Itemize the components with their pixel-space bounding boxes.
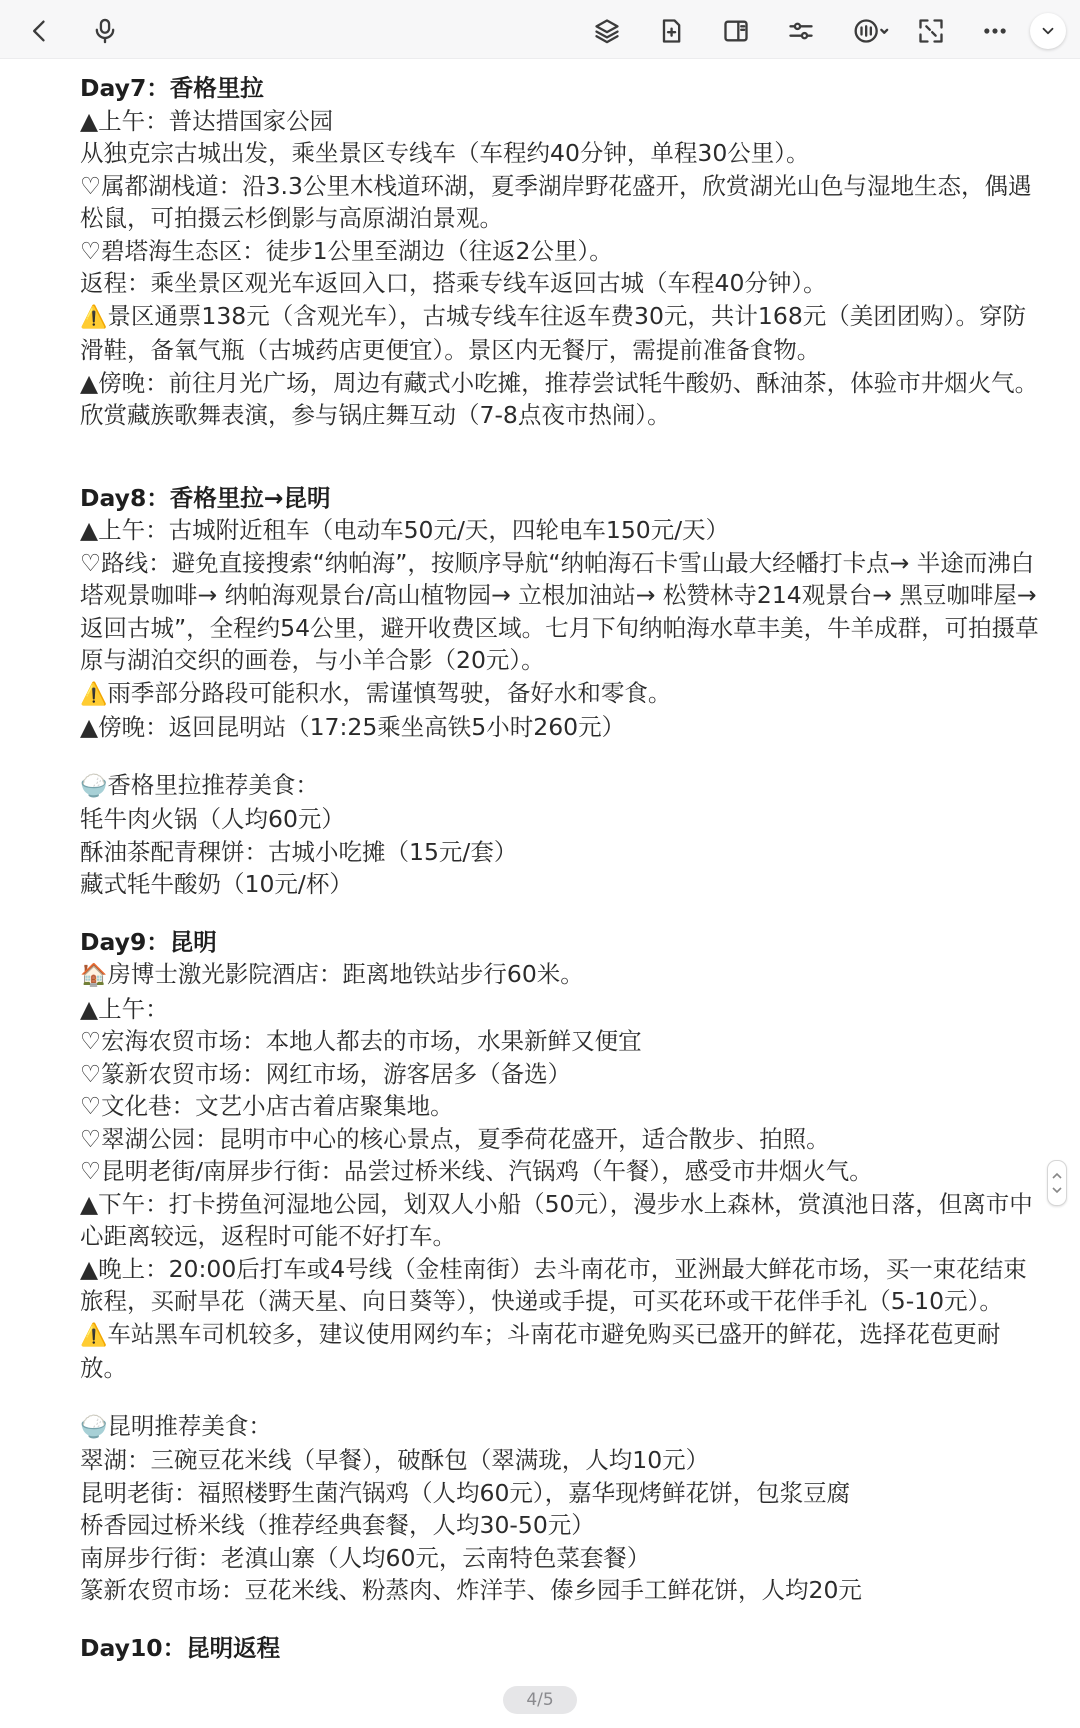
day8-food-item: 酥油茶配青稞饼：古城小吃摊（15元/套） [80,837,518,866]
adjust-icon [787,17,815,45]
day8-evening: ▲傍晚：返回昆明站（17:25乘坐高铁5小时260元） [80,713,626,741]
day7-morning: ▲上午：普达措国家公园 [80,106,334,135]
day9-heading: Day9：昆明 [80,927,217,956]
day9-food-item: 翠湖：三碗豆花米线（早餐），破酥包（翠满珑，人均10元） [80,1446,710,1474]
day7-tips: ⚠️景区通票138元（含观光车），古城专线车往返车费30元，共计168元（美团团购）。穿防滑鞋，备氧气瓶（古城药店更便宜）。景区内无餐厅，需提前准备食物。 [80,301,1027,364]
day8-food-item: 牦牛肉火锅（人均60元） [80,805,345,833]
day8-food-item: 藏式牦牛酸奶（10元/杯） [80,870,353,898]
day8-food-title: 🍚香格里拉推荐美食： [80,769,1040,804]
rice-bowl-icon: 🍚 [80,773,108,799]
chevron-down-icon [1039,22,1057,40]
day7-return: 返程：乘坐景区观光车返回入口，搭乘专线车返回古城（车程40分钟）。 [80,269,827,297]
reader-mode-button[interactable] [846,11,898,51]
day7-shudu-lake: ♡属都湖栈道：沿3.3公里木栈道环湖，夏季湖岸野花盛开，欣赏湖光山色与湿地生态，偶遇松鼠，可拍摄云杉倒影与高原湖泊景观。 [80,171,1032,232]
day9-afternoon: ▲下午：打卡捞鱼河湿地公园，划双人小船（50元），漫步水上森林，赏滇池日落，但离市中心距离较远，返程时可能不好打车。 [80,1189,1033,1250]
day9-food-item: 桥香园过桥米线（推荐经典套餐，人均30-50元） [80,1511,595,1539]
day7-heading: Day7：香格里拉 [80,74,264,102]
day9-item: ♡文化巷：文艺小店古着店聚集地。 [80,1092,454,1120]
day9-item: ♡宏海农贸市场：本地人都去的市场，水果新鲜又便宜 [80,1027,642,1055]
reader-icon [853,17,891,45]
day8-route: ♡路线：避免直接搜索“纳帕海”，按顺序导航“纳帕海石卡雪山最大经幡打卡点→ 半途而沸白塔观景咖啡→ 纳帕海观景台/高山植物园→ 立根加油站→ 松赞林寺214观景台→ 黑豆咖啡屋→ 返回古城”，全程约54公里，避开收费区域。七月下旬纳帕海水草丰美，牛羊成群，可拍摄草原与湖泊交织的画卷，与小羊合影（20元）。 [80,548,1039,674]
document-content [80,72,1040,1664]
day7-depart: 从独克宗古城出发，乘坐景区专线车（车程约40分钟，单程30公里）。 [80,139,810,167]
layers-button[interactable] [587,11,627,51]
day8-heading: Day8：香格里拉→昆明 [80,483,331,512]
add-page-button[interactable] [651,11,691,51]
day9-food-item: 昆明老街：福照楼野生菌汽锅鸡（人均60元），嘉华现烤鲜花饼，包浆豆腐 [80,1478,851,1507]
day8-tips: ⚠️雨季部分路段可能积水，需谨慎驾驶，备好水和零食。 [80,677,1040,712]
split-view-icon [722,17,750,45]
more-button[interactable] [975,11,1015,51]
adjust-button[interactable] [781,11,821,51]
back-button[interactable] [20,11,60,51]
day9-item: ♡篆新农贸市场：网红市场，游客居多（备选） [80,1059,572,1088]
day9-hotel: 🏠房博士激光影院酒店：距离地铁站步行60米。 [80,958,1040,993]
scroll-handle[interactable] [1047,1160,1067,1206]
day9-food-title: 🍚昆明推荐美食： [80,1410,1040,1445]
warning-icon: ⚠️ [80,1322,108,1348]
day9-food-item: 篆新农贸市场：豆花米线、粉蒸肉、炸洋芋、傣乡园手工鲜花饼，人均20元 [80,1576,862,1604]
warning-icon: ⚠️ [80,304,108,330]
rice-bowl-icon: 🍚 [80,1414,108,1440]
day10-heading: Day10：昆明返程 [80,1633,281,1662]
expand-icon [917,17,945,45]
day9-item: ♡昆明老街/南屏步行街：品尝过桥米线、汽锅鸡（午餐），感受市井烟火气。 [80,1157,873,1185]
layers-icon [593,17,621,45]
day9-item: ♡翠湖公园：昆明市中心的核心景点，夏季荷花盛开，适合散步、拍照。 [80,1124,830,1153]
page-indicator: 4/5 [503,1686,577,1714]
day7-evening: ▲傍晚：前往月光广场，周边有藏式小吃摊，推荐尝试牦牛酸奶、酥油茶，体验市井烟火气。欣赏藏族歌舞表演，参与锅庄舞互动（7-8点夜市热闹）。 [80,368,1039,429]
top-toolbar [0,0,1080,59]
voice-button[interactable] [85,11,125,51]
fullscreen-button[interactable] [911,11,951,51]
scroll-arrows-icon [1048,1161,1066,1205]
collapse-toolbar-button[interactable] [1030,13,1066,49]
house-icon: 🏠 [80,963,108,988]
day8-morning: ▲上午：古城附近租车（电动车50元/天，四轮电车150元/天） [80,516,730,544]
microphone-icon [91,17,119,45]
day9-tips: ⚠️车站黑车司机较多，建议使用网约车；斗南花市避免购买已盛开的鲜花，选择花苞更耐放。 [80,1319,1001,1382]
day7-bita-sea: ♡碧塔海生态区：徒步1公里至湖边（往返2公里）。 [80,236,613,265]
back-icon [26,17,54,45]
day9-morning: ▲上午： [80,994,169,1023]
day9-food-item: 南屏步行街：老滇山寨（人均60元，云南特色菜套餐） [80,1543,651,1572]
warning-icon: ⚠️ [80,681,108,707]
add-page-icon [657,17,685,45]
split-view-button[interactable] [716,11,756,51]
day9-night: ▲晚上：20:00后打车或4号线（金桂南街）去斗南花市，亚洲最大鲜花市场，买一束花结束旅程，买耐旱花（满天星、向日葵等），快递或手提，可买花环或干花伴手礼（5-10元）。 [80,1254,1027,1315]
more-icon [981,17,1009,45]
